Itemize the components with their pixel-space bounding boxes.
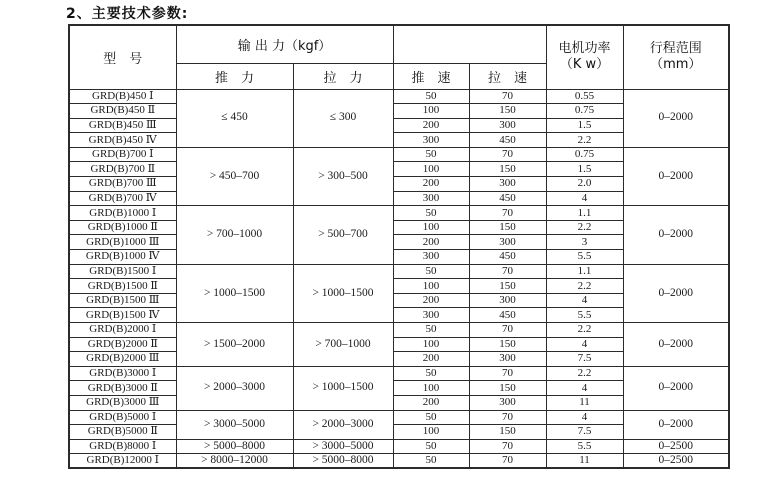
pull-force-cell: > 700–1000 <box>293 323 393 367</box>
push-speed-cell: 50 <box>393 323 469 338</box>
push-speed-cell: 100 <box>393 425 469 440</box>
motor-power-cell: 0.55 <box>546 89 623 104</box>
header-pull-speed: 拉 速 <box>469 63 546 89</box>
motor-power-cell: 2.0 <box>546 177 623 192</box>
pull-speed-cell: 150 <box>469 220 546 235</box>
push-speed-cell: 200 <box>393 395 469 410</box>
model-cell: GRD(B)3000 Ⅱ <box>69 381 176 396</box>
model-cell: GRD(B)5000 Ⅱ <box>69 425 176 440</box>
model-cell: GRD(B)2000 Ⅲ <box>69 352 176 367</box>
model-cell: GRD(B)2000 Ⅱ <box>69 337 176 352</box>
header-motor-power-line1: 电机功率 <box>558 41 611 57</box>
motor-power-cell: 4 <box>546 191 623 206</box>
model-cell: GRD(B)3000 Ⅲ <box>69 395 176 410</box>
stroke-range-cell: 0–2000 <box>623 264 729 322</box>
pull-speed-cell: 300 <box>469 352 546 367</box>
push-speed-cell: 100 <box>393 337 469 352</box>
push-force-cell: > 700–1000 <box>176 206 293 264</box>
motor-power-cell: 5.5 <box>546 308 623 323</box>
pull-speed-cell: 300 <box>469 235 546 250</box>
pull-speed-cell: 300 <box>469 293 546 308</box>
model-cell: GRD(B)1000 Ⅳ <box>69 250 176 265</box>
push-speed-cell: 50 <box>393 439 469 454</box>
push-force-cell: > 1000–1500 <box>176 264 293 322</box>
pull-speed-cell: 70 <box>469 264 546 279</box>
stroke-range-cell: 0–2500 <box>623 454 729 469</box>
pull-force-cell: > 1000–1500 <box>293 366 393 410</box>
header-motor-power-line2: （K w） <box>559 57 610 73</box>
model-cell: GRD(B)12000 Ⅰ <box>69 454 176 469</box>
push-force-cell: > 1500–2000 <box>176 323 293 367</box>
push-speed-cell: 200 <box>393 235 469 250</box>
motor-power-cell: 5.5 <box>546 439 623 454</box>
stroke-range-cell: 0–2000 <box>623 410 729 439</box>
motor-power-cell: 3 <box>546 235 623 250</box>
model-cell: GRD(B)700 Ⅰ <box>69 147 176 162</box>
header-stroke-range-line1: 行程范围 <box>649 41 702 57</box>
push-speed-cell: 200 <box>393 293 469 308</box>
header-push-speed: 推 速 <box>393 63 469 89</box>
pull-speed-cell: 150 <box>469 425 546 440</box>
push-force-cell: ≤ 450 <box>176 89 293 147</box>
push-speed-cell: 100 <box>393 381 469 396</box>
push-speed-cell: 50 <box>393 410 469 425</box>
push-speed-cell: 100 <box>393 279 469 294</box>
header-output-force: 输 出 力（kgf） <box>176 25 393 63</box>
motor-power-cell: 7.5 <box>546 352 623 367</box>
stroke-range-cell: 0–2500 <box>623 439 729 454</box>
push-speed-cell: 50 <box>393 147 469 162</box>
push-speed-cell: 100 <box>393 220 469 235</box>
pull-speed-cell: 70 <box>469 206 546 221</box>
pull-speed-cell: 70 <box>469 323 546 338</box>
push-force-cell: > 450–700 <box>176 147 293 205</box>
stroke-range-cell: 0–2000 <box>623 147 729 205</box>
model-cell: GRD(B)450 Ⅳ <box>69 133 176 148</box>
pull-speed-cell: 300 <box>469 395 546 410</box>
model-cell: GRD(B)1500 Ⅱ <box>69 279 176 294</box>
push-speed-cell: 100 <box>393 162 469 177</box>
stroke-range-cell: 0–2000 <box>623 206 729 264</box>
model-cell: GRD(B)2000 Ⅰ <box>69 323 176 338</box>
motor-power-cell: 4 <box>546 410 623 425</box>
pull-speed-cell: 70 <box>469 439 546 454</box>
table-row <box>69 89 729 104</box>
table-row <box>69 454 729 469</box>
motor-power-cell: 1.5 <box>546 162 623 177</box>
model-cell: GRD(B)8000 Ⅰ <box>69 439 176 454</box>
pull-speed-cell: 70 <box>469 454 546 469</box>
push-force-cell: > 2000–3000 <box>176 366 293 410</box>
model-cell: GRD(B)5000 Ⅰ <box>69 410 176 425</box>
model-cell: GRD(B)1000 Ⅱ <box>69 220 176 235</box>
header-pull-force: 拉 力 <box>293 63 393 89</box>
spec-table-body <box>69 89 729 468</box>
model-cell: GRD(B)450 Ⅱ <box>69 104 176 119</box>
pull-speed-cell: 450 <box>469 308 546 323</box>
motor-power-cell: 7.5 <box>546 425 623 440</box>
pull-speed-cell: 450 <box>469 191 546 206</box>
motor-power-cell: 5.5 <box>546 250 623 265</box>
motor-power-cell: 2.2 <box>546 279 623 294</box>
header-model: 型 号 <box>69 25 176 89</box>
header-push-force: 推 力 <box>176 63 293 89</box>
push-speed-cell: 100 <box>393 104 469 119</box>
pull-speed-cell: 300 <box>469 118 546 133</box>
model-cell: GRD(B)1500 Ⅲ <box>69 293 176 308</box>
motor-power-cell: 2.2 <box>546 366 623 381</box>
motor-power-cell: 2.2 <box>546 133 623 148</box>
pull-force-cell: > 5000–8000 <box>293 454 393 469</box>
stroke-range-cell: 0–2000 <box>623 323 729 367</box>
header-stroke-range <box>623 25 729 89</box>
push-speed-cell: 300 <box>393 308 469 323</box>
stroke-range-cell: 0–2000 <box>623 89 729 147</box>
push-speed-cell: 200 <box>393 352 469 367</box>
push-speed-cell: 300 <box>393 133 469 148</box>
model-cell: GRD(B)700 Ⅳ <box>69 191 176 206</box>
model-cell: GRD(B)1500 Ⅳ <box>69 308 176 323</box>
pull-force-cell: > 300–500 <box>293 147 393 205</box>
header-stroke-range-line2: （mm） <box>650 57 702 73</box>
push-force-cell: > 8000–12000 <box>176 454 293 469</box>
motor-power-cell: 11 <box>546 454 623 469</box>
motor-power-cell: 4 <box>546 293 623 308</box>
push-speed-cell: 50 <box>393 366 469 381</box>
push-speed-cell: 50 <box>393 206 469 221</box>
pull-speed-cell: 150 <box>469 162 546 177</box>
pull-speed-cell: 150 <box>469 337 546 352</box>
table-row <box>69 410 729 425</box>
spec-table <box>68 24 730 469</box>
pull-speed-cell: 70 <box>469 89 546 104</box>
model-cell: GRD(B)700 Ⅱ <box>69 162 176 177</box>
table-row <box>69 147 729 162</box>
page-title: 2、主要技术参数: <box>66 6 189 22</box>
motor-power-cell: 2.2 <box>546 220 623 235</box>
motor-power-cell: 4 <box>546 337 623 352</box>
stroke-range-cell: 0–2000 <box>623 366 729 410</box>
model-cell: GRD(B)1500 Ⅰ <box>69 264 176 279</box>
motor-power-cell: 2.2 <box>546 323 623 338</box>
model-cell: GRD(B)3000 Ⅰ <box>69 366 176 381</box>
table-row <box>69 366 729 381</box>
pull-speed-cell: 70 <box>469 147 546 162</box>
pull-speed-cell: 70 <box>469 410 546 425</box>
push-speed-cell: 50 <box>393 264 469 279</box>
motor-power-cell: 1.5 <box>546 118 623 133</box>
pull-force-cell: > 1000–1500 <box>293 264 393 322</box>
model-cell: GRD(B)450 Ⅲ <box>69 118 176 133</box>
pull-speed-cell: 70 <box>469 366 546 381</box>
push-force-cell: > 3000–5000 <box>176 410 293 439</box>
pull-force-cell: ≤ 300 <box>293 89 393 147</box>
motor-power-cell: 1.1 <box>546 264 623 279</box>
model-cell: GRD(B)700 Ⅲ <box>69 177 176 192</box>
push-speed-cell: 200 <box>393 118 469 133</box>
pull-speed-cell: 300 <box>469 177 546 192</box>
pull-speed-cell: 150 <box>469 279 546 294</box>
pull-force-cell: > 2000–3000 <box>293 410 393 439</box>
model-cell: GRD(B)1000 Ⅲ <box>69 235 176 250</box>
table-row <box>69 323 729 338</box>
pull-speed-cell: 450 <box>469 250 546 265</box>
model-cell: GRD(B)1000 Ⅰ <box>69 206 176 221</box>
pull-force-cell: > 500–700 <box>293 206 393 264</box>
table-row <box>69 206 729 221</box>
push-speed-cell: 50 <box>393 454 469 469</box>
push-force-cell: > 5000–8000 <box>176 439 293 454</box>
motor-power-cell: 0.75 <box>546 104 623 119</box>
pull-speed-cell: 450 <box>469 133 546 148</box>
spec-table-header <box>69 25 729 89</box>
model-cell: GRD(B)450 Ⅰ <box>69 89 176 104</box>
pull-speed-cell: 150 <box>469 381 546 396</box>
push-speed-cell: 200 <box>393 177 469 192</box>
motor-power-cell: 4 <box>546 381 623 396</box>
push-speed-cell: 300 <box>393 191 469 206</box>
pull-force-cell: > 3000–5000 <box>293 439 393 454</box>
motor-power-cell: 1.1 <box>546 206 623 221</box>
pull-speed-cell: 150 <box>469 104 546 119</box>
header-speed-spacer <box>393 25 546 63</box>
motor-power-cell: 11 <box>546 395 623 410</box>
table-row <box>69 264 729 279</box>
motor-power-cell: 0.75 <box>546 147 623 162</box>
push-speed-cell: 50 <box>393 89 469 104</box>
table-row <box>69 439 729 454</box>
header-motor-power <box>546 25 623 89</box>
push-speed-cell: 300 <box>393 250 469 265</box>
